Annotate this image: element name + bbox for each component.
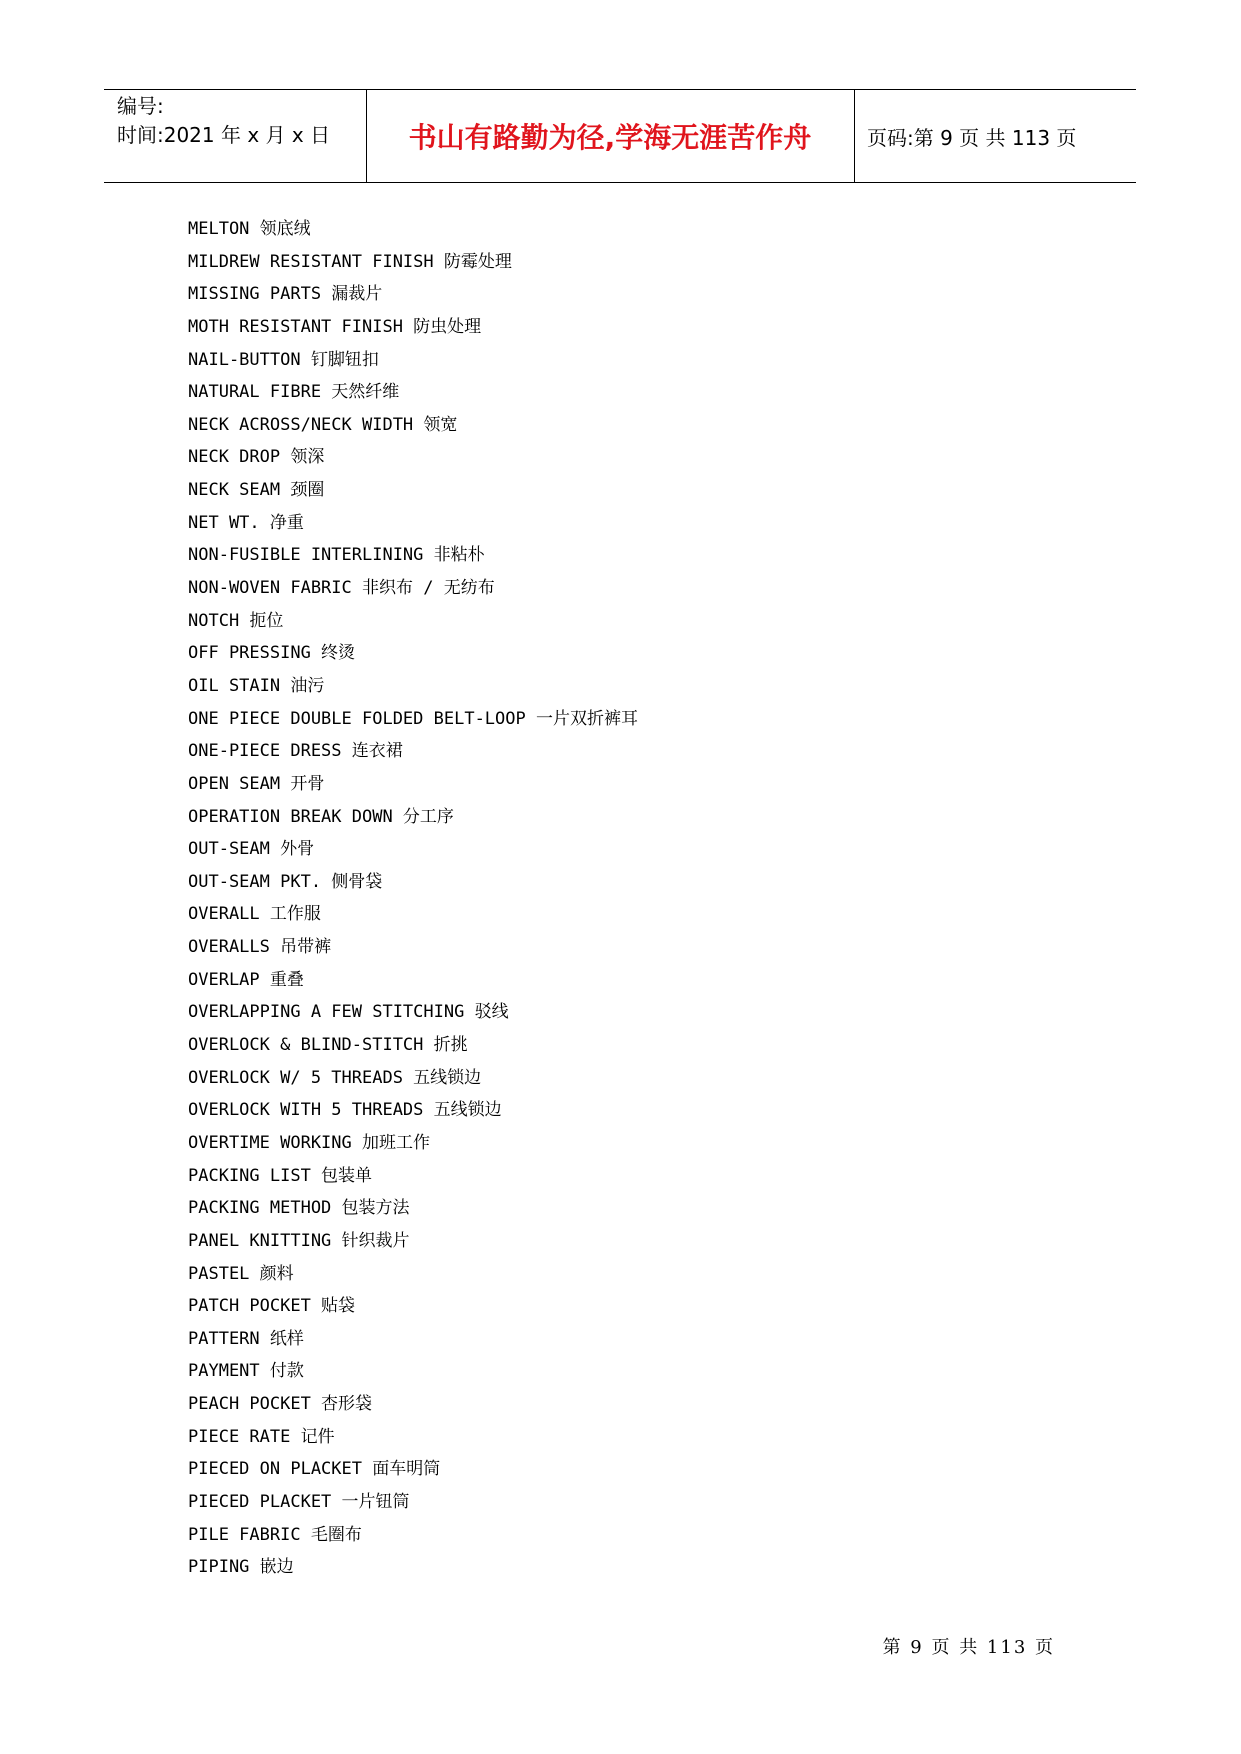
page-footer: 第 9 页 共 113 页 bbox=[882, 1637, 1055, 1658]
header-motto: 书山有路勤为径,学海无涯苦作舟 bbox=[408, 121, 812, 154]
glossary-entry: ONE-PIECE DRESS 连衣裙 bbox=[188, 741, 403, 762]
glossary-entry: ONE PIECE DOUBLE FOLDED BELT-LOOP 一片双折裤耳 bbox=[188, 708, 638, 729]
glossary-entry: PAYMENT 付款 bbox=[188, 1361, 304, 1382]
glossary-entry: OVERALLS 吊带裤 bbox=[188, 937, 332, 958]
glossary-entry: NECK SEAM 颈圈 bbox=[188, 480, 325, 501]
glossary-entry: PASTEL 颜料 bbox=[188, 1263, 294, 1284]
glossary-entry: PIPING 嵌边 bbox=[188, 1557, 294, 1578]
glossary-entry: MELTON 领底绒 bbox=[188, 219, 311, 239]
document-number-label: 编号: bbox=[117, 94, 164, 118]
header-divider-right bbox=[854, 90, 855, 182]
glossary-entry: PIECED PLACKET 一片钮筒 bbox=[188, 1491, 410, 1512]
glossary-entry: OIL STAIN 油污 bbox=[188, 675, 325, 696]
glossary-entry: NON-WOVEN FABRIC 非织布 / 无纺布 bbox=[188, 578, 495, 599]
glossary-entry: PATCH POCKET 贴袋 bbox=[188, 1296, 356, 1317]
glossary-entry: PATTERN 纸样 bbox=[188, 1328, 304, 1349]
glossary-entry: OFF PRESSING 终烫 bbox=[188, 643, 356, 664]
glossary-entry: NECK DROP 领深 bbox=[188, 447, 325, 468]
glossary-entry: PIECE RATE 记件 bbox=[188, 1426, 335, 1447]
glossary-entry: PILE FABRIC 毛圈布 bbox=[188, 1524, 362, 1545]
glossary-entry: OVERTIME WORKING 加班工作 bbox=[188, 1132, 430, 1153]
document-time-label: 时间:2021 年 x 月 x 日 bbox=[117, 123, 331, 147]
glossary-entry: PEACH POCKET 杏形袋 bbox=[188, 1394, 373, 1415]
glossary-entry: NOTCH 扼位 bbox=[188, 610, 284, 631]
header-meta bbox=[117, 92, 330, 150]
glossary-entry: OPERATION BREAK DOWN 分工序 bbox=[188, 806, 454, 827]
glossary-entry: OPEN SEAM 开骨 bbox=[188, 773, 325, 794]
glossary-entry: MILDREW RESISTANT FINISH 防霉处理 bbox=[188, 251, 512, 272]
glossary-entry: NET WT. 净重 bbox=[188, 512, 304, 533]
glossary-list bbox=[188, 213, 638, 1584]
glossary-entry: OVERLOCK & BLIND-STITCH 折挑 bbox=[188, 1035, 468, 1056]
header-page-info: 页码:第 9 页 共 113 页 bbox=[867, 125, 1077, 150]
glossary-entry: OUT-SEAM 外骨 bbox=[188, 839, 315, 860]
glossary-entry: PACKING METHOD 包装方法 bbox=[188, 1198, 410, 1219]
glossary-entry: PIECED ON PLACKET 面车明筒 bbox=[188, 1459, 441, 1480]
page-header bbox=[104, 89, 1136, 183]
glossary-entry: PANEL KNITTING 针织裁片 bbox=[188, 1230, 410, 1251]
glossary-entry: OVERLOCK W/ 5 THREADS 五线锁边 bbox=[188, 1067, 482, 1088]
glossary-entry: OUT-SEAM PKT. 侧骨袋 bbox=[188, 871, 383, 892]
glossary-entry: OVERALL 工作服 bbox=[188, 904, 321, 925]
glossary-entry: OVERLAPPING A FEW STITCHING 驳线 bbox=[188, 1002, 509, 1023]
glossary-entry: NAIL-BUTTON 钉脚钮扣 bbox=[188, 349, 379, 370]
glossary-entry: MISSING PARTS 漏裁片 bbox=[188, 284, 383, 305]
glossary-entry: PACKING LIST 包装单 bbox=[188, 1165, 373, 1186]
glossary-entry: NECK ACROSS/NECK WIDTH 领宽 bbox=[188, 414, 458, 435]
glossary-entry: NON-FUSIBLE INTERLINING 非粘朴 bbox=[188, 545, 485, 566]
glossary-entry: OVERLAP 重叠 bbox=[188, 969, 304, 990]
glossary-entry: MOTH RESISTANT FINISH 防虫处理 bbox=[188, 316, 482, 337]
glossary-entry: NATURAL FIBRE 天然纤维 bbox=[188, 382, 400, 403]
glossary-entry: OVERLOCK WITH 5 THREADS 五线锁边 bbox=[188, 1100, 502, 1121]
